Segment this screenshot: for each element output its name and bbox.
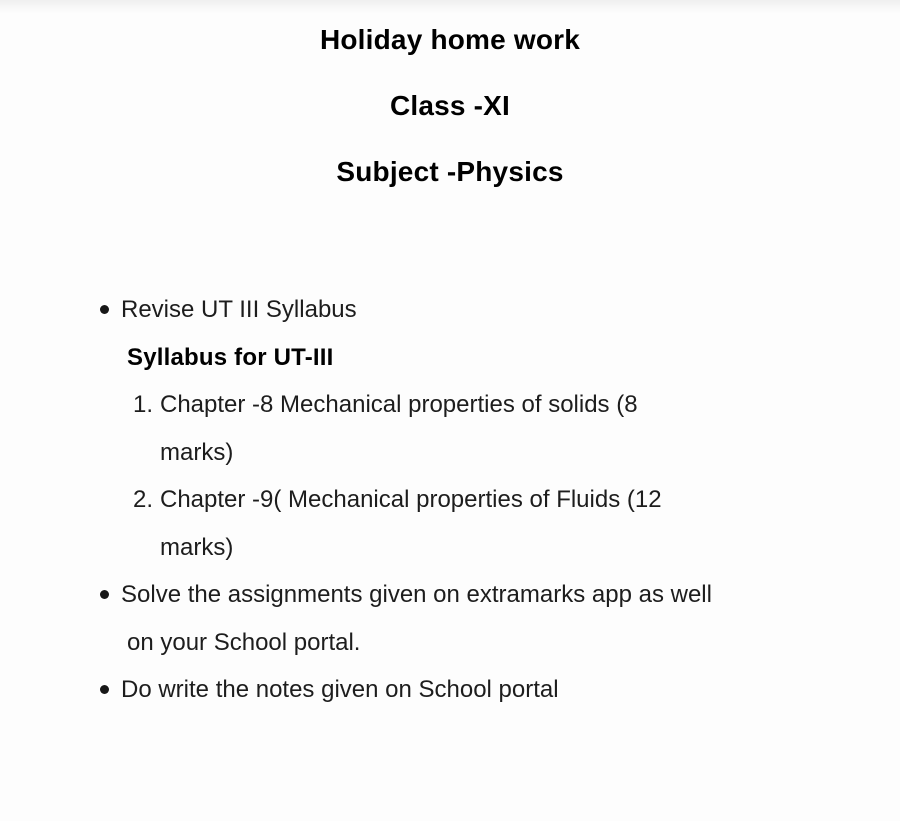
list-item-text: Solve the assignments given on extramarks app as well	[121, 581, 712, 608]
list-item-notes	[0, 666, 900, 714]
numbered-item-line: marks)	[160, 438, 234, 466]
numbered-item-2	[121, 476, 900, 571]
bullet-icon	[100, 685, 109, 694]
bullet-icon	[100, 305, 109, 314]
numbered-item-1	[121, 381, 900, 476]
list-item-revise	[0, 286, 900, 571]
homework-bullet-list	[0, 286, 900, 714]
bullet-icon	[100, 590, 109, 599]
list-number: 2.	[133, 486, 154, 513]
list-item-text: Revise UT III Syllabus	[121, 296, 357, 323]
list-number: 1.	[133, 391, 154, 418]
class-heading: Class -XI	[389, 90, 511, 121]
page-title: Holiday home work	[319, 24, 581, 55]
numbered-item-line: marks)	[160, 533, 234, 561]
document-headings	[0, 0, 900, 189]
list-item-assignments	[0, 571, 900, 666]
list-item-text: Do write the notes given on School portal	[121, 676, 559, 703]
syllabus-subheading: Syllabus for UT-III	[127, 343, 334, 371]
numbered-item-line: Chapter -9( Mechanical properties of Fluids (12	[160, 486, 662, 513]
numbered-item-line: Chapter -8 Mechanical properties of solids (8	[160, 391, 638, 418]
list-item-text: on your School portal.	[127, 628, 361, 656]
subject-heading: Subject -Physics	[336, 156, 564, 187]
